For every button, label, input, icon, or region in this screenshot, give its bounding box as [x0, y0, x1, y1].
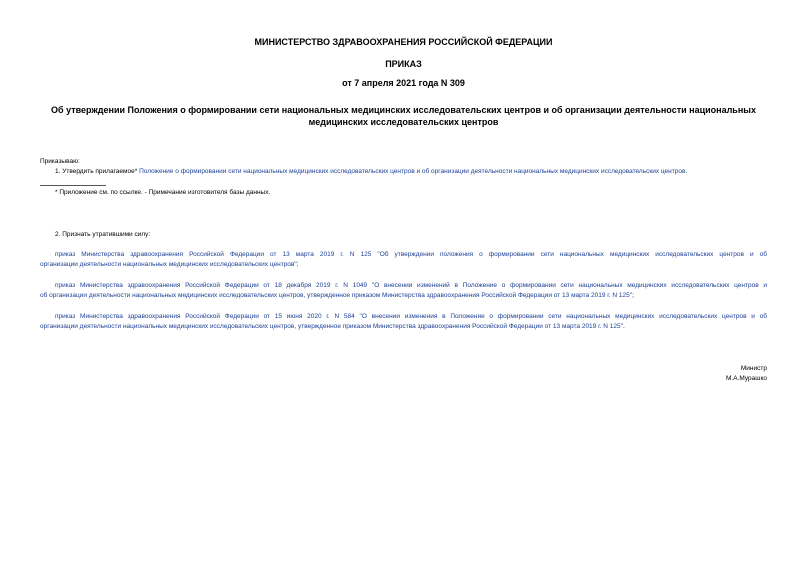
repealed-order-1-link-line-2[interactable]: организации деятельности национальных медицинских исследовательских центров": [40, 260, 297, 268]
document-title-line-2: медицинских исследовательских центров: [308, 117, 499, 127]
repealed-order-2-line-2: [40, 291, 767, 301]
item-1-suffix: .: [685, 168, 688, 175]
document-title-line-1: Об утверждении Положения о формировании сети национальных медицинских исследовательских центров и об организации деятельности национальных: [51, 105, 756, 115]
repealed-order-1-link-line-1[interactable]: приказ Министерства здравоохранения Российской Федерации от 13 марта 2019 г. N 125 "Об утверждении положения о формировании сети национальных медицинских исследовательских центров и об: [55, 251, 767, 258]
item-2: 2. Признать утратившими силу:: [55, 231, 151, 238]
repealed-order-3-link-line-2[interactable]: организации деятельности национальных медицинских исследовательских центров, утвержденное приказом Министерства здравоохранения Российской Федерации от 13 марта 2019 г. N 125": [40, 322, 623, 330]
item-1-regulation-link[interactable]: Положение о формировании сети национальных медицинских исследовательских центров и об организации деятельности национальных медицинских исследовательских центров: [139, 168, 686, 175]
repealed-order-3-link-line-1[interactable]: приказ Министерства здравоохранения Российской Федерации от 15 июня 2020 г. N 584 "О внесении изменения в Положение о формировании сети национальных медицинских исследовательских центров и об: [55, 313, 767, 320]
footnote: * Приложение см. по ссылке. - Примечание изготовителя базы данных.: [55, 189, 271, 196]
item-1-prefix: 1. Утвердить прилагаемое*: [55, 168, 140, 175]
document-date-number: от 7 апреля 2021 года N 309: [342, 78, 465, 88]
repealed-order-1-line-2: [40, 260, 767, 270]
ministry-heading: МИНИСТЕРСТВО ЗДРАВООХРАНЕНИЯ РОССИЙСКОЙ ФЕДЕРАЦИИ: [254, 37, 553, 47]
document-type: ПРИКАЗ: [385, 59, 422, 69]
repealed-order-3: [40, 312, 767, 331]
repealed-order-2-link-line-2[interactable]: об организации деятельности национальных медицинских исследовательских центров, утвержденное приказом Министерства здравоохранения Российской Федерации от 13 марта 2019 г. N 125": [40, 291, 633, 299]
repealed-order-1-suffix: ;: [296, 260, 299, 268]
footnote-divider: [40, 185, 106, 186]
signature-position: Министр: [740, 365, 767, 372]
repealed-order-3-suffix: .: [622, 322, 625, 330]
signature-name: М.А.Мурашко: [725, 375, 767, 382]
repealed-order-2-link-line-1[interactable]: приказ Министерства здравоохранения Российской Федерации от 18 декабря 2019 г. N 1049 "О внесении изменений в Положение о формировании сети национальных медицинских исследовательских центров и: [55, 282, 767, 289]
order-word: Приказываю:: [40, 158, 80, 165]
repealed-order-3-line-2: [40, 322, 767, 332]
document-title: [40, 104, 767, 128]
repealed-order-2: [40, 281, 767, 300]
repealed-order-1: [40, 250, 767, 269]
item-1: [55, 167, 687, 176]
repealed-order-2-suffix: ;: [632, 291, 634, 299]
